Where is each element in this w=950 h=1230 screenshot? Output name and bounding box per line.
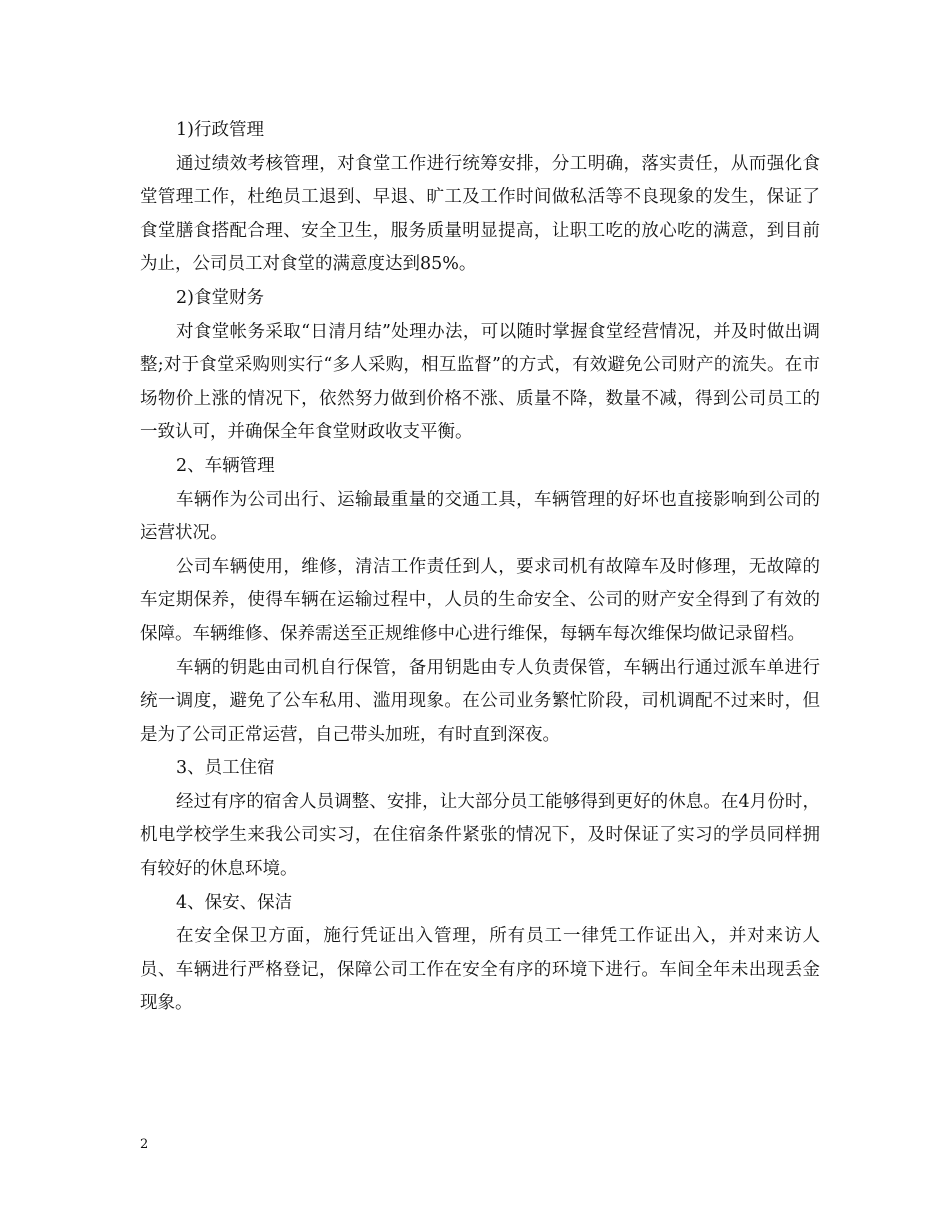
section-heading-security-cleaning: 4、保安、保洁 [176, 892, 293, 913]
paragraph-vehicle-intro: 车辆作为公司出行、运输最重量的交通工具，车辆管理的好坏也直接影响到公司的运营状况。 [140, 489, 820, 544]
section-heading-canteen-finance: 2)食堂财务 [176, 287, 264, 308]
paragraph-security-cleaning: 在安全保卫方面，施行凭证出入管理，所有员工一律凭工作证出入，并对来访人员、车辆进行严格登记，保障公司工作在安全有序的环境下进行。车间全年未出现丢金现象。 [140, 926, 820, 1014]
section-heading-admin: 1)行政管理 [176, 120, 264, 140]
paragraph-canteen-finance: 对食堂帐务采取“日清月结”处理办法，可以随时掌握食堂经营情况，并及时做出调整;对于食堂采购则实行“多人采购，相互监督”的方式，有效避免公司财产的流失。在市场物价上涨的情况下，依然努力做到价格不涨、质量不降，数量不减，得到公司员工的一致认可，并确保全年食堂财政收支平衡。 [140, 321, 820, 443]
section-heading-vehicle-management: 2、车辆管理 [176, 455, 275, 476]
page-number: 2 [140, 1137, 149, 1152]
document-body [140, 114, 820, 1021]
section-heading-staff-housing: 3、员工住宿 [176, 758, 275, 779]
paragraph-staff-housing: 经过有序的宿舍人员调整、安排，让大部分员工能够得到更好的休息。在4月份时，机电学校学生来我公司实习，在住宿条件紧张的情况下，及时保证了实习的学员同样拥有较好的休息环境。 [140, 791, 820, 880]
paragraph-admin: 通过绩效考核管理，对食堂工作进行统筹安排，分工明确，落实责任，从而强化食堂管理工作，杜绝员工退到、早退、旷工及工作时间做私活等不良现象的发生，保证了食堂膳食搭配合理、安全卫生，服务质量明显提高，让职工吃的放心吃的满意，到目前为止，公司员工对食堂的满意度达到85%。 [140, 153, 820, 275]
paragraph-vehicle-maintenance: 公司车辆使用，维修，清洁工作责任到人，要求司机有故障车及时修理，无故障的车定期保养，使得车辆在运输过程中，人员的生命安全、公司的财产安全得到了有效的保障。车辆维修、保养需送至正规维修中心进行维保，每辆车每次维保均做记录留档。 [140, 556, 820, 644]
paragraph-vehicle-keys: 车辆的钥匙由司机自行保管，备用钥匙由专人负责保管，车辆出行通过派车单进行统一调度，避免了公车私用、滥用现象。在公司业务繁忙阶段，司机调配不过来时，但是为了公司正常运营，自己带头加班，有时直到深夜。 [140, 657, 820, 745]
